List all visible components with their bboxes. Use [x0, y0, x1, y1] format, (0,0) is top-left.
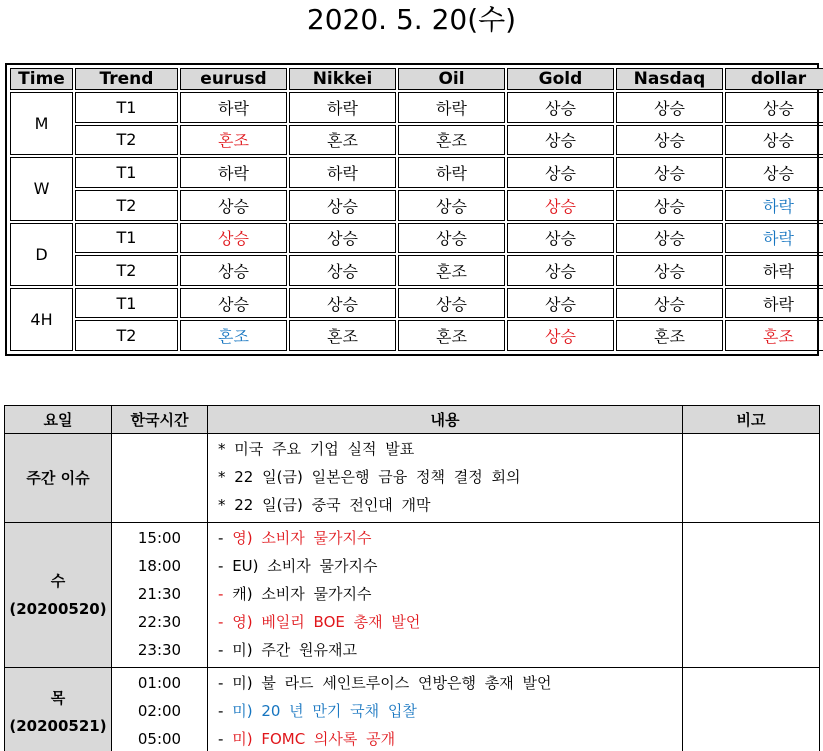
- list-item: [218, 639, 682, 667]
- value-cell: 하락: [725, 223, 823, 254]
- trend-cell: T2: [75, 190, 178, 221]
- time-entry: 18:00: [137, 557, 182, 575]
- value-cell: 하락: [725, 255, 823, 286]
- value-cell: 상승: [180, 223, 287, 254]
- schedule-row: [5, 668, 820, 751]
- trend-cell: T2: [75, 255, 178, 286]
- note-cell: [683, 668, 820, 751]
- list-item: [218, 672, 682, 700]
- day-cell: [5, 434, 112, 523]
- value-cell: 상승: [507, 320, 614, 351]
- value-cell: 상승: [507, 92, 614, 123]
- trend-header-cell: Trend: [75, 68, 178, 90]
- list-item: [218, 438, 682, 466]
- value-cell: 혼조: [398, 125, 505, 156]
- content-list: [208, 434, 683, 523]
- trend-cell: T1: [75, 157, 178, 188]
- value-cell: 상승: [398, 190, 505, 221]
- table-row: [10, 255, 823, 286]
- item-dash: -: [218, 674, 224, 692]
- day-cell: [5, 523, 112, 668]
- value-cell: 상승: [398, 288, 505, 319]
- time-cell: 4H: [10, 288, 73, 351]
- item-text: * 22 일(금) 중국 전인대 개막: [218, 496, 431, 514]
- value-cell: 하락: [725, 190, 823, 221]
- value-cell: 상승: [180, 190, 287, 221]
- schedule-table: [4, 405, 820, 751]
- item-dash: -: [218, 702, 224, 720]
- value-cell: 혼조: [398, 255, 505, 286]
- day-label: 주간 이슈: [26, 469, 90, 487]
- value-cell: 상승: [507, 157, 614, 188]
- list-item: [218, 700, 682, 728]
- item-text: EU) 소비자 물가지수: [232, 557, 378, 575]
- time-cell: M: [10, 92, 73, 155]
- schedule-table-body: [5, 434, 820, 751]
- list-item: [218, 611, 682, 639]
- value-cell: 상승: [289, 255, 396, 286]
- trend-table: [8, 66, 823, 353]
- item-text: 미) FOMC 의사록 공개: [232, 730, 396, 748]
- item-dash: -: [218, 529, 224, 547]
- value-cell: 상승: [507, 190, 614, 221]
- value-cell: 상승: [616, 190, 723, 221]
- value-cell: 상승: [725, 157, 823, 188]
- value-cell: 상승: [616, 125, 723, 156]
- day-date: (20200520): [9, 600, 107, 618]
- value-cell: 상승: [180, 288, 287, 319]
- value-cell: 혼조: [616, 320, 723, 351]
- value-cell: 하락: [725, 288, 823, 319]
- schedule-header-cell: 비고: [683, 406, 820, 434]
- trend-header-cell: Oil: [398, 68, 505, 90]
- value-cell: 혼조: [289, 320, 396, 351]
- time-list: [112, 668, 208, 751]
- time-entry: 02:00: [137, 702, 182, 720]
- time-cell: W: [10, 157, 73, 220]
- time-entry: 05:00: [137, 730, 182, 748]
- table-row: [10, 92, 823, 123]
- time-cell: D: [10, 223, 73, 286]
- item-text: 미) 주간 원유재고: [232, 641, 358, 659]
- item-text: * 미국 주요 기업 실적 발표: [218, 440, 415, 458]
- value-cell: 상승: [725, 92, 823, 123]
- schedule-header-cell: 한국시간: [112, 406, 208, 434]
- note-cell: [683, 434, 820, 523]
- value-cell: 상승: [616, 255, 723, 286]
- value-cell: 상승: [289, 288, 396, 319]
- list-item: [218, 728, 682, 751]
- trend-header-row: [10, 68, 823, 90]
- table-row: [10, 320, 823, 351]
- day-cell: [5, 668, 112, 751]
- table-row: [10, 190, 823, 221]
- item-text: 미) 20 년 만기 국채 입찰: [232, 702, 417, 720]
- value-cell: 상승: [398, 223, 505, 254]
- time-entry: 15:00: [137, 529, 182, 547]
- trend-header-cell: Nikkei: [289, 68, 396, 90]
- value-cell: 상승: [616, 157, 723, 188]
- table-row: [10, 157, 823, 188]
- list-item: [218, 466, 682, 494]
- day-label: 목: [50, 689, 66, 707]
- value-cell: 상승: [507, 288, 614, 319]
- time-list: [112, 523, 208, 668]
- schedule-header-row: [5, 406, 820, 434]
- list-item: [218, 583, 682, 611]
- item-text: * 22 일(금) 일본은행 금융 정책 결정 회의: [218, 468, 521, 486]
- item-text: 캐) 소비자 물가지수: [232, 585, 372, 603]
- time-entry: 22:30: [137, 613, 182, 631]
- trend-cell: T2: [75, 320, 178, 351]
- item-text: 미) 불 라드 세인트루이스 연방은행 총재 발언: [232, 674, 552, 692]
- value-cell: 혼조: [180, 125, 287, 156]
- list-item: [218, 555, 682, 583]
- trend-table-body: [10, 92, 823, 351]
- time-entry: 01:00: [137, 674, 182, 692]
- schedule-row: [5, 523, 820, 668]
- value-cell: 하락: [398, 157, 505, 188]
- trend-cell: T1: [75, 223, 178, 254]
- table-row: [10, 125, 823, 156]
- table-row: [10, 288, 823, 319]
- value-cell: 하락: [289, 92, 396, 123]
- value-cell: 상승: [180, 255, 287, 286]
- trend-cell: T1: [75, 92, 178, 123]
- page-title: 2020. 5. 20(수): [306, 3, 517, 36]
- trend-header-cell: dollar: [725, 68, 823, 90]
- schedule-row: [5, 434, 820, 523]
- value-cell: 혼조: [180, 320, 287, 351]
- value-cell: 상승: [507, 125, 614, 156]
- value-cell: 하락: [180, 92, 287, 123]
- value-cell: 상승: [616, 92, 723, 123]
- item-text: 영) 소비자 물가지수: [232, 529, 372, 547]
- item-dash: -: [218, 585, 224, 603]
- time-entry: 21:30: [137, 585, 182, 603]
- value-cell: 하락: [398, 92, 505, 123]
- trend-cell: T2: [75, 125, 178, 156]
- schedule-header-cell: 내용: [208, 406, 683, 434]
- content-list: [208, 668, 683, 751]
- trend-header-cell: Gold: [507, 68, 614, 90]
- note-cell: [683, 523, 820, 668]
- value-cell: 상승: [616, 223, 723, 254]
- time-entry: 23:30: [137, 641, 182, 659]
- value-cell: 하락: [289, 157, 396, 188]
- content-list: [208, 523, 683, 668]
- trend-table-frame: [5, 63, 819, 356]
- value-cell: 혼조: [725, 320, 823, 351]
- value-cell: 상승: [507, 255, 614, 286]
- value-cell: 상승: [289, 190, 396, 221]
- item-dash: -: [218, 730, 224, 748]
- item-dash: -: [218, 557, 224, 575]
- time-list: [112, 434, 208, 523]
- table-row: [10, 223, 823, 254]
- trend-header-cell: eurusd: [180, 68, 287, 90]
- value-cell: 혼조: [398, 320, 505, 351]
- item-dash: -: [218, 613, 224, 631]
- item-dash: -: [218, 641, 224, 659]
- list-item: [218, 527, 682, 555]
- list-item: [218, 494, 682, 522]
- trend-header-cell: Time: [10, 68, 73, 90]
- value-cell: 상승: [616, 288, 723, 319]
- trend-cell: T1: [75, 288, 178, 319]
- value-cell: 혼조: [289, 125, 396, 156]
- value-cell: 상승: [725, 125, 823, 156]
- value-cell: 하락: [180, 157, 287, 188]
- day-label: 수: [50, 572, 66, 590]
- schedule-header-cell: 요일: [5, 406, 112, 434]
- value-cell: 상승: [507, 223, 614, 254]
- day-date: (20200521): [9, 717, 107, 735]
- trend-header-cell: Nasdaq: [616, 68, 723, 90]
- value-cell: 상승: [289, 223, 396, 254]
- item-text: 영) 베일리 BOE 총재 발언: [232, 613, 421, 631]
